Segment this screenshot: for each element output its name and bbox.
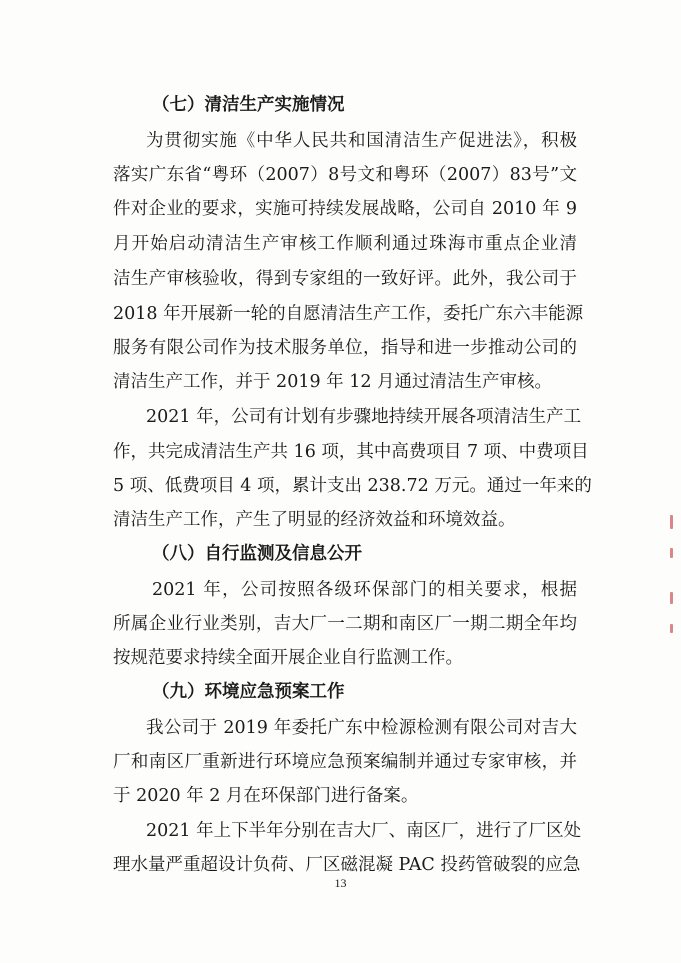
section-heading-8: （八）自行监测及信息公开 [152,544,362,564]
paragraph-line: 我公司于 2019 年委托广东中检源检测有限公司对吉大 [146,718,577,738]
paragraph-line: 5 项、低费项目 4 项，累计支出 238.72 万元。通过一年来的 [113,476,592,496]
paragraph-line: 服务有限公司作为技术服务单位，指导和进一步推动公司的 [113,338,577,358]
paragraph-line: 洁生产审核验收，得到专家组的一致好评。此外，我公司于 [113,269,577,289]
page-number: 13 [334,876,347,890]
paragraph-line: 所属企业行业类别，吉大厂一二期和南区厂一期二期全年均 [113,614,577,634]
paragraph-line: 清洁生产工作，产生了明显的经济效益和环境效益。 [113,510,516,530]
stamp-edge-mark [670,592,673,604]
paragraph-line: 于 2020 年 2 月在环保部门进行备案。 [113,786,419,806]
paragraph-line: 2021 年，公司有计划有步骤地持续开展各项清洁生产工 [146,407,582,427]
paragraph-line: 月开始启动清洁生产审核工作顺利通过珠海市重点企业清 [113,234,577,254]
paragraph-line: 厂和南区厂重新进行环境应急预案编制并通过专家审核，并 [113,752,577,772]
section-heading-9: （九）环境应急预案工作 [152,682,345,702]
paragraph-line: 按规范要求持续全面开展企业自行监测工作。 [113,648,463,668]
paragraph-line: 为贯彻实施《中华人民共和国清洁生产促进法》，积极 [146,131,577,151]
stamp-edge-mark [670,548,673,558]
paragraph-line: 清洁生产工作，并于 2019 年 12 月通过清洁生产审核。 [113,372,553,392]
paragraph-line: 2018 年开展新一轮的自愿清洁生产工作，委托广东六丰能源 [113,304,584,324]
paragraph-line: 落实广东省“粤环（2007）8号文和粤环（2007）83号”文 [113,165,577,185]
paragraph-line: 理水量严重超设计负荷、厂区磁混凝 PAC 投药管破裂的应急 [113,855,581,875]
stamp-edge-mark [670,624,673,633]
stamp-edge-mark [670,515,673,529]
paragraph-line: 作，共完成清洁生产共 16 项，其中高费项目 7 项、中费项目 [113,442,589,462]
paragraph-line: 2021 年上下半年分别在吉大厂、南区厂，进行了厂区处 [146,821,582,841]
paragraph-line: 件对企业的要求，实施可持续发展战略，公司自 2010 年 9 [113,199,577,219]
section-heading-7: （七）清洁生产实施情况 [152,95,345,115]
paragraph-line: 2021 年，公司按照各级环保部门的相关要求，根据 [152,580,577,600]
